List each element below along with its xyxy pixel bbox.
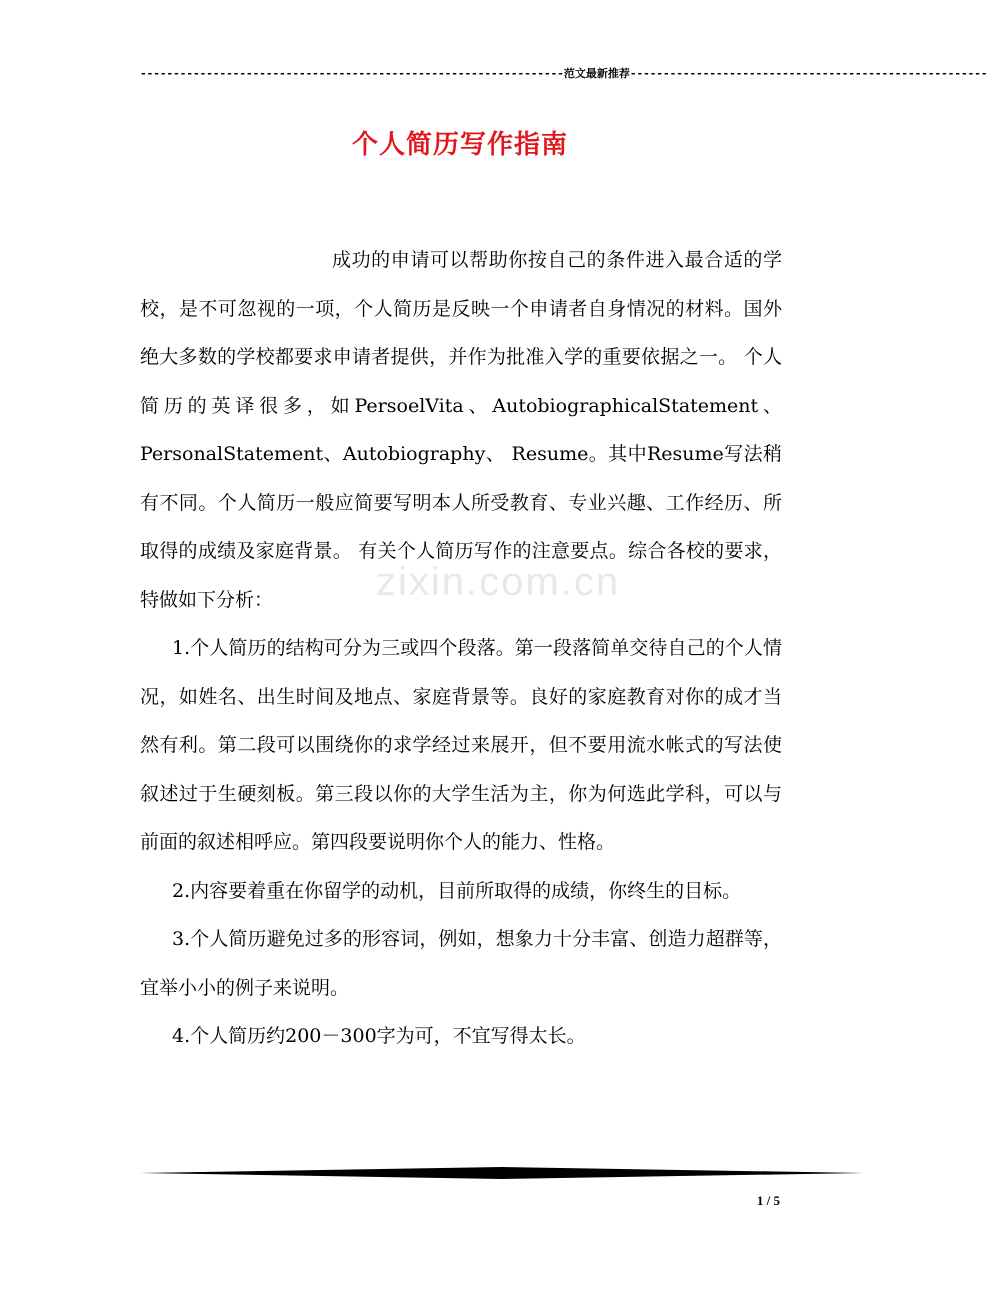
point-3-paragraph: 3.个人简历避免过多的形容词，例如，想象力十分丰富、创造力超群等，宜举小小的例子来说明。 (140, 928, 782, 999)
footer-divider (140, 1166, 864, 1180)
watermark: zixin.com.cn (376, 560, 621, 604)
document-body (140, 236, 782, 1061)
intro-paragraph: 成功的申请可以帮助你按自己的条件进入最合适的学校，是不可忽视的一项，个人简历是反映一个申请者自身情况的材料。国外绝大多数的学校都要求申请者提供，并作为批准入学的重要依据之一。 个人简历的英译很多，如PersoelVita、AutobiographicalStatement、PersonalStatement、Autobiography、 Resume。其中Resume写法稍有不同。个人简历一般应简要写明本人所受教育、专业兴趣、工作经历、所取得的成绩及家庭背景。 有关个人简历写作的注意要点。综合各校的要求，特做如下分析： (140, 249, 782, 611)
point-1-paragraph: 1.个人简历的结构可分为三或四个段落。第一段落简单交待自己的个人情况，如姓名、出生时间及地点、家庭背景等。良好的家庭教育对你的成才当然有利。第二段可以围绕你的求学经过来展开，但不要用流水帐式的写法使叙述过于生硬刻板。第三段以你的大学生活为主，你为何选此学科，可以与前面的叙述相呼应。第四段要说明你个人的能力、性格。 (140, 637, 782, 853)
point-2-paragraph: 2.内容要着重在你留学的动机，目前所取得的成绩，你终生的目标。 (172, 879, 742, 902)
document-title: 个人简历写作指南 (351, 130, 568, 160)
page-header: ----------------------------------------------------------------范文最新推荐------------------------------------------------------ (140, 67, 987, 80)
page-number: 1 / 5 (756, 1193, 780, 1208)
point-4-paragraph: 4.个人简历约200－300字为可，不宜写得太长。 (172, 1025, 586, 1047)
